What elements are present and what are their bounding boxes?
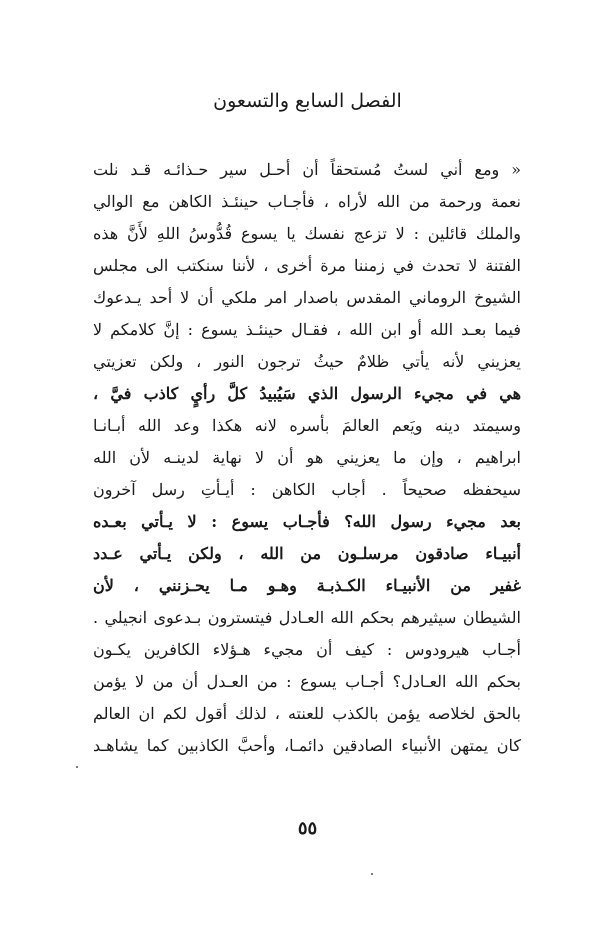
text-line: يعزيني لأنه يأتي ظلامٌ حيثُ ترجون النور ، ولكن تعزيتي [93,352,521,371]
text-line: هي في مجيء الرسول الذي سَيُبيدُ كلَّ رأيٍ كاذب فيَّ ، [93,384,521,403]
scan-speck [76,766,78,768]
chapter-title: الفصل السابع والتسعون [213,90,402,112]
text-line: أجـاب هيرودوس : كيف أن مجيء هـؤلاء الكافرين يكـون [93,640,521,659]
text-line: نعمة ورحمة من الله لأراه ، فأجـاب حينئـذ الكاهن مع الوالي [93,192,521,211]
text-line: بعد مجيء رسول الله؟ فأجـاب يسوع : لا يـأتي بعـده [93,512,521,531]
body-text [93,154,521,762]
text-line: الشيوخ الروماني المقدس باصدار امر ملكي أن لا أحد يـدعوك [93,288,521,307]
text-line: ابراهيم ، وإن ما يعزيني هو أن لا نهاية لدينـه لأن الله [93,448,521,467]
text-line: « ومع أني لستُ مُستحقاً أن أحـل سير حـذائـه قـد نلت [93,160,521,179]
text-line: الشيطان سيثيرهم بحكم الله العـادل فيتسترون بـدعوى انجيلي . [93,608,521,627]
text-line: غفير من الأنبيـاء الكـذبـة وهـو مـا يحـزنني ، لأن [93,576,521,595]
page-number: ٥٥ [297,818,318,839]
text-line: والملك قائلين : لا تزعج نفسك يا يسوع قُدُّوسُ اللهِ لأَنَّ هذه [93,224,521,243]
text-line: وسيمتد دينه ويَعم العالمَ بأسره لانه هكذا وعد الله أبـانـا [93,416,521,435]
text-line: بالحق لخلاصه يؤمن بالكذب للعنته ، لذلك أقول لكم ان العالم [93,704,521,723]
text-line: أنبيـاء صادقون مرسلـون من الله ، ولكن يـأتي عـدد [93,544,521,563]
text-line: الفتنة لا تحدث في زمننا مرة أخرى ، لأننا سنكتب الى مجلس [93,256,521,275]
scan-speck [371,873,373,875]
text-line: بحكم الله العـادل؟ أجـاب يسوع : من العـدل أن من لا يؤمن [93,672,521,691]
text-line: سيحفظه صحيحاً . أجاب الكاهن : أيـأتِ رسل آخرون [93,480,521,499]
text-line: كان يمتهن الأنبياء الصادقين دائمـا، وأحبَّ الكاذبين كما يشاهـد [93,736,521,755]
text-line: فيما بعـد الله أو ابن الله ، فقـال حينئـذ يسوع : إنَّ كلامكم لا [93,320,521,339]
